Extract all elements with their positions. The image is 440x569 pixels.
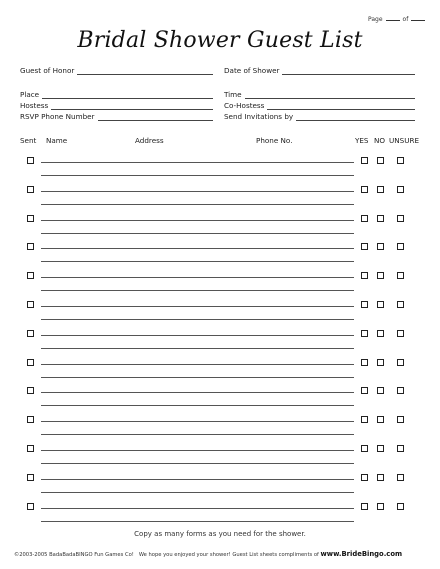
sent-checkbox[interactable] [27, 445, 34, 452]
send-invitations-label: Send Invitations by [224, 112, 294, 121]
no-checkbox[interactable] [377, 272, 384, 279]
unsure-checkbox[interactable] [397, 387, 404, 394]
co-hostess-label: Co-Hostess [224, 101, 265, 110]
date-of-shower-field[interactable] [224, 66, 415, 75]
guest-entry-line-2[interactable] [41, 377, 354, 378]
no-checkbox[interactable] [377, 330, 384, 337]
unsure-checkbox[interactable] [397, 301, 404, 308]
sent-checkbox[interactable] [27, 330, 34, 337]
place-label: Place [20, 90, 40, 99]
hostess-field[interactable] [20, 101, 213, 110]
col-name: Name [46, 136, 68, 145]
yes-checkbox[interactable] [361, 215, 368, 222]
guest-entry-line-2[interactable] [41, 261, 354, 262]
guest-entry-line-2[interactable] [41, 405, 354, 406]
yes-checkbox[interactable] [361, 359, 368, 366]
col-address: Address [135, 136, 164, 145]
guest-entry-line[interactable] [41, 421, 354, 422]
guest-entry-line[interactable] [41, 191, 354, 192]
yes-checkbox[interactable] [361, 186, 368, 193]
date-of-shower-line[interactable] [282, 68, 415, 75]
send-invitations-line[interactable] [296, 114, 415, 121]
sent-checkbox[interactable] [27, 215, 34, 222]
yes-checkbox[interactable] [361, 157, 368, 164]
place-field[interactable] [20, 90, 213, 99]
no-checkbox[interactable] [377, 301, 384, 308]
copy-note: Copy as many forms as you need for the shower. [134, 530, 306, 538]
guest-row [0, 265, 440, 294]
guest-entry-line[interactable] [41, 220, 354, 221]
no-checkbox[interactable] [377, 387, 384, 394]
rsvp-phone-line[interactable] [98, 114, 213, 121]
yes-checkbox[interactable] [361, 272, 368, 279]
guest-row [0, 496, 440, 525]
guest-of-honor-field[interactable] [20, 66, 213, 75]
unsure-checkbox[interactable] [397, 157, 404, 164]
no-checkbox[interactable] [377, 445, 384, 452]
guest-entry-line-2[interactable] [41, 521, 354, 522]
guest-row [0, 179, 440, 208]
guest-row [0, 323, 440, 352]
hostess-line[interactable] [51, 103, 213, 110]
guest-entry-line-2[interactable] [41, 434, 354, 435]
place-line[interactable] [42, 92, 213, 99]
guest-row [0, 236, 440, 265]
unsure-checkbox[interactable] [397, 359, 404, 366]
yes-checkbox[interactable] [361, 387, 368, 394]
col-phone: Phone No. [256, 136, 293, 145]
of-label: of [402, 16, 409, 23]
col-unsure: UNSURE [389, 136, 419, 145]
page-title: Bridal Shower Guest List [77, 28, 363, 53]
unsure-checkbox[interactable] [397, 330, 404, 337]
footer-credits [14, 550, 426, 558]
co-hostess-line[interactable] [267, 103, 415, 110]
unsure-checkbox[interactable] [397, 503, 404, 510]
no-checkbox[interactable] [377, 359, 384, 366]
sent-checkbox[interactable] [27, 416, 34, 423]
guest-of-honor-label: Guest of Honor [20, 66, 75, 75]
yes-checkbox[interactable] [361, 243, 368, 250]
send-invitations-field[interactable] [224, 112, 415, 121]
guest-entry-line-2[interactable] [41, 463, 354, 464]
sent-checkbox[interactable] [27, 301, 34, 308]
sent-checkbox[interactable] [27, 157, 34, 164]
unsure-checkbox[interactable] [397, 272, 404, 279]
no-checkbox[interactable] [377, 186, 384, 193]
sent-checkbox[interactable] [27, 359, 34, 366]
time-label: Time [224, 90, 242, 99]
sent-checkbox[interactable] [27, 387, 34, 394]
guest-entry-line[interactable] [41, 392, 354, 393]
time-line[interactable] [245, 92, 415, 99]
page-number-field[interactable] [386, 20, 400, 21]
site-link[interactable]: www.BrideBingo.com [320, 550, 403, 558]
copyright-text: ©2003-2005 BadaBadaBINGO Fun Games Co! [14, 552, 134, 558]
guest-row [0, 380, 440, 409]
guest-entry-line[interactable] [41, 277, 354, 278]
yes-checkbox[interactable] [361, 474, 368, 481]
guest-entry-line[interactable] [41, 335, 354, 336]
guest-row [0, 467, 440, 496]
unsure-checkbox[interactable] [397, 445, 404, 452]
guest-entry-line[interactable] [41, 162, 354, 163]
guest-row [0, 352, 440, 381]
guest-entry-line-2[interactable] [41, 204, 354, 205]
co-hostess-field[interactable] [224, 101, 415, 110]
sent-checkbox[interactable] [27, 474, 34, 481]
yes-checkbox[interactable] [361, 445, 368, 452]
no-checkbox[interactable] [377, 215, 384, 222]
yes-checkbox[interactable] [361, 330, 368, 337]
rsvp-phone-field[interactable] [20, 112, 213, 121]
sent-checkbox[interactable] [27, 243, 34, 250]
no-checkbox[interactable] [377, 474, 384, 481]
guest-entry-line[interactable] [41, 479, 354, 480]
guest-row [0, 294, 440, 323]
guest-entry-line-2[interactable] [41, 290, 354, 291]
yes-checkbox[interactable] [361, 503, 368, 510]
sent-checkbox[interactable] [27, 272, 34, 279]
guest-entry-line-2[interactable] [41, 175, 354, 176]
unsure-checkbox[interactable] [397, 186, 404, 193]
page-label: Page [368, 16, 383, 23]
yes-checkbox[interactable] [361, 416, 368, 423]
col-sent: Sent [20, 136, 37, 145]
no-checkbox[interactable] [377, 243, 384, 250]
sent-checkbox[interactable] [27, 186, 34, 193]
no-checkbox[interactable] [377, 416, 384, 423]
unsure-checkbox[interactable] [397, 416, 404, 423]
guest-entry-line[interactable] [41, 508, 354, 509]
guest-row [0, 150, 440, 179]
unsure-checkbox[interactable] [397, 474, 404, 481]
guest-row [0, 438, 440, 467]
thanks-text: We hope you enjoyed your shower! Guest List sheets compliments of [138, 552, 319, 558]
time-field[interactable] [224, 90, 415, 99]
guest-of-honor-line[interactable] [77, 68, 213, 75]
guest-entry-line-2[interactable] [41, 233, 354, 234]
rsvp-phone-label: RSVP Phone Number [20, 112, 95, 121]
sent-checkbox[interactable] [27, 503, 34, 510]
guest-entry-line[interactable] [41, 248, 354, 249]
guest-entry-line[interactable] [41, 306, 354, 307]
guest-entry-line[interactable] [41, 450, 354, 451]
hostess-label: Hostess [20, 101, 49, 110]
guest-entry-line-2[interactable] [41, 492, 354, 493]
col-yes: YES [355, 136, 369, 145]
page-total-field[interactable] [411, 20, 425, 21]
unsure-checkbox[interactable] [397, 215, 404, 222]
page-number [368, 16, 428, 23]
no-checkbox[interactable] [377, 503, 384, 510]
no-checkbox[interactable] [377, 157, 384, 164]
unsure-checkbox[interactable] [397, 243, 404, 250]
col-no: NO [374, 136, 386, 145]
date-of-shower-label: Date of Shower [224, 66, 280, 75]
guest-entry-line-2[interactable] [41, 319, 354, 320]
guest-row [0, 208, 440, 237]
yes-checkbox[interactable] [361, 301, 368, 308]
guest-entry-line-2[interactable] [41, 348, 354, 349]
guest-row [0, 409, 440, 438]
guest-entry-line[interactable] [41, 364, 354, 365]
